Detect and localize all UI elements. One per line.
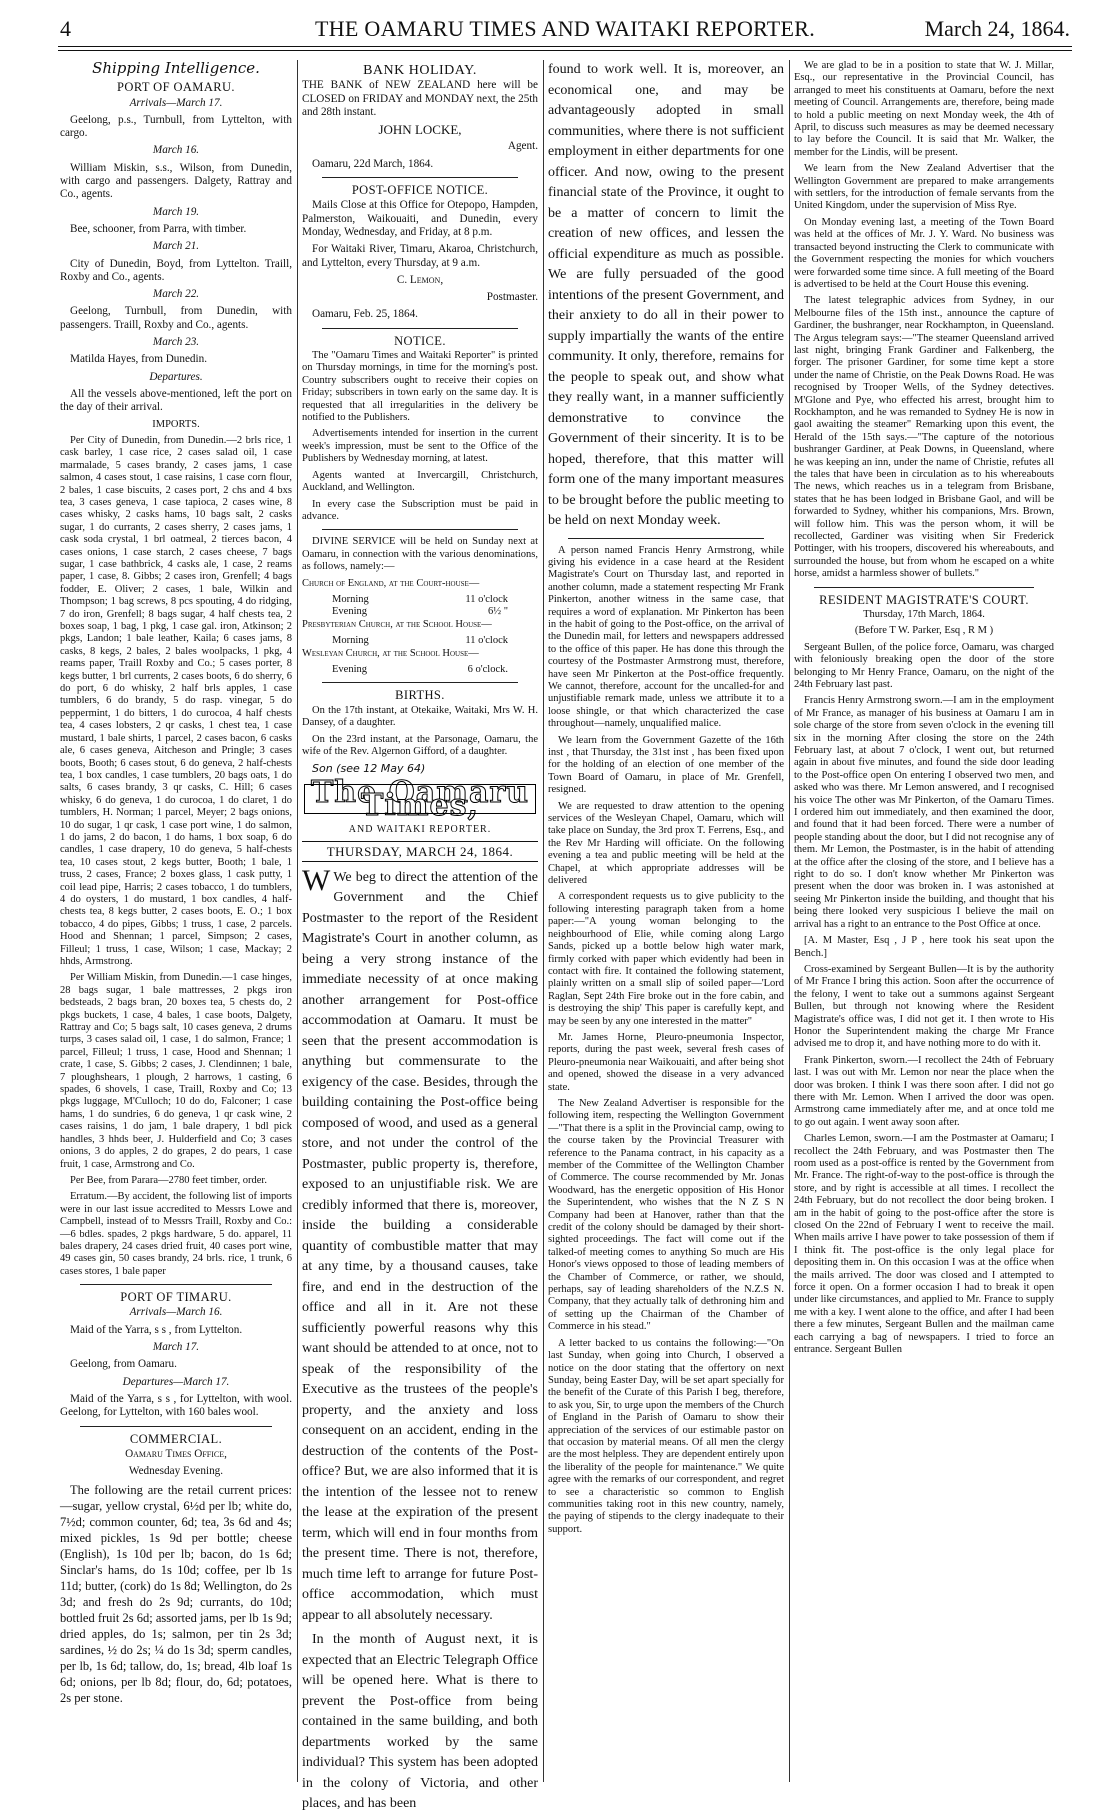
imports-william-miskin: Per William Miskin, from Dunedin.—1 case hinges, 28 bags sugar, 1 bale mattresses, 2 pkgs iron bedsteads, 2 bags bran, 20 boxes tea, 5 chests do, 2 pkgs buckets, 1 case, 4 bales, 1 case boots, Dalgety, Rattray and Co; 5 bags salt, 10 cases geneva, 2 drums turps, 3 cases salad oil, 1 case, 1 do salmon, France; 1 parcel, Filleul; 1 truss, 1 case, Hood and Shennan; 1 crate, 1 case, S. Gibbs; 2 cases, J. Clendinnen; 1 bale, 7 ploughshears, 1 plough, 2 harrows, 1 casting, 6 spades, 6 shovels, 1 case, Traill, Roxby and Co; 13 pkgs luggage, M'Culloch; 10 do do, Falconer; 1 case hams, 1 do sundries, 6 do geneva, 1 qr cask wine, 2 cases raisins, 1 do jam, 1 bale drapery, 1 bdl pick handles, 3 hhds beer, J. Hulderfield and Co; 3 cases onions, 3 do apples, 2 do grapes, 2 do pears, 1 case fruit, 1 case, Armstrong and Co. [60,972,292,1170]
column-divider [543,60,544,1782]
arrivals-label: Arrivals—March 17. [129,96,223,109]
header-rule-bottom [58,50,1072,51]
evening-label: Evening [332,663,367,675]
departure-entry: All the vessels above-mentioned, left the port on the day of their arrival. [60,387,292,414]
arrival-entry: Matilda Hayes, from Dunedin. [70,353,208,366]
news-item: A person named Francis Henry Armstrong, while giving his evidence in a case heard at the Resident Magistrate's Court on Thursday last, and reported in another column, made a statement respecting Mr Frank Pinkerton, another witness in the same case, that requires a word of explanation. Mr Pinkerton has been in the habit of going to the Post-office, on the arrival of the Dunedin mail, for letters and newspapers addressed to the office of this paper. He has done this through the courtesy of the Postmaster Armstrong must, therefore, have seen Mr Pinkerton at the Post-office frequently. We cannot, therefore, account for the uncalled-for and unjustifiable remark made, unless we attribute it to a loose shingle, or that which characterized the case throughout—namely, unqualified malice. [548,544,784,730]
heading-notice: NOTICE. [394,333,446,348]
news-item: The New Zealand Advertiser is responsible for the following item, respecting the Wellington Government —"That there is a split in the Provincial camp, owing to the course taken by the Provincial Treasurer with reference to the Panama contract, in his capacity as a member of the Committee of the Wellington Chamber of Commerce. The course recommended by Mr. Jonas Woodward, has the energetic opposition of His Honor the Superintendent, who wishes that the N Z S N Company had been at Hanover, rather than that the credit of the colony should be damaged by their short-sighted proceedings. The fact will come out if the talked-of meeting comes to anything So much are His Honor's views opposed to those of leading members of the Chamber of Commerce, or rather, we should, perhaps, say of leading shareholders of the N.Z.S N. Company, that they actually talk of dethroning him and of setting up the Chairman of the Chamber of Commerce in his stead." [548,1097,784,1333]
date-label: March 19. [152,205,200,218]
court-report: Charles Lemon, sworn.—I am the Postmaster at Oamaru; I recollect the 24th February, and was Postmaster then The room used as a post-office is rented by the Government from Mr. France. The right-of-way to the post-office is through the store, and by right is accessible at all times. I recollect the 24th February, but do not recollect the door being broken. I am in the habit of going to the post-office after the store is closed On the 22nd of February I went to receive the mail. When mails arrive I have power to take possession of them if I think fit. The post-office is the only legal place for depositing them in. On this occasion I was at the office when the mails arrived. The door was closed and I attempted to force it open. On a former occasion I had to break it open under like circumstances, and applied to Mr. France to supply me with a key. I went alone to the office, and after I had been there a few minutes, Sergeant Bullen and the mailman came each carrying a bag of newspapers. I tried to force an entrance. Sergeant Bullen [794,1133,1054,1356]
divider [322,328,518,329]
news-item: Mr. James Horne, Pleuro-pneumonia Inspector, reports, during the past week, several fresh cases of Pleuro-pneumonia near Waikouaiti, and after being shot and opened, showed the disease in a very advanced state. [548,1031,784,1093]
divider [80,1426,272,1427]
date-label: March 21. [152,240,200,253]
news-item: We learn from the Government Gazette of the 16th inst , that Thursday, the 31st inst , has been fixed upon for the holding of an election of one member of the Town Board of Oamaru, in place of Mr. Grenfell, resigned. [548,734,784,796]
arrival-entry: Geelong, p.s., Turnbull, from Lyttelton, with cargo. [60,113,292,140]
commercial-prices: The following are the retail current prices:—sugar, yellow crystal, 6½d per lb; white do, 7½d; common counter, 6d; tea, 3s 6d and 4s; mixed pickles, 1s 9d per bottle; cheese (English), 1s 10d per lb; bacon, do 1s 6d; Sinclar's hams, do 1s 10d; coffee, per lb 1s 11d; butter, (cork) do 1s 8d; Wellington, do 2s 3d; and fresh do 2s 9d; currants, do 10d; bottled fruit 2s 6d; assorted jams, per lb 1s 9d; dried apples, do 1s; salmon, per tin 2s 3d; sardines, ½ do 2s; ¼ do 1s 3d; sperm candles, per lb, 1s 6d; tallow, do, 1s; bread, 4lb loaf 1s 6d; onions, per lb 8d; flour, do, 6d; potatoes, 2s per stone. [60,1483,292,1706]
issue-date: March 24, 1864. [924,16,1070,41]
divider [814,587,1034,588]
header-rule-top [58,46,1072,47]
court-before: (Before T W. Parker, Esq , R M ) [854,625,994,637]
date-label: March 23. [152,336,200,349]
service-time: 11 o'clock [465,593,508,605]
divider [322,682,518,683]
notice-body: In every case the Subscription must be paid in advance. [302,498,538,522]
masthead-logo: The Oamaru Times, [302,782,538,817]
bank-holiday-body: THE BANK of NEW ZEALAND here will be CLOSED on FRIDAY and MONDAY next, the 25th and 28th instant. [302,79,538,118]
imports-label: IMPORTS. [152,418,200,430]
service-time: 11 o'clock [465,635,508,647]
court-report: Sergeant Bullen, of the police force, Oamaru, was charged with feloniously breaking open the door of the store belonging to Mr Henry France, Oamaru, on the night of the 24th February last past. [794,641,1054,690]
church-wesleyan: Wesleyan Church, at the School House— [302,647,479,659]
handwritten-annotation: Son (see 12 May 64) [312,762,426,776]
editorial-body [302,863,538,1627]
column-local-news [548,60,784,1782]
departure-entry: Maid of the Yarra, s s , for Lyttelton, with wool. Geelong, for Lyttelton, with 160 bales wool. [60,1392,292,1419]
post-office-signer: C. Lemon, [396,273,444,286]
bank-holiday-signer: JOHN LOCKE, [378,122,462,138]
service-time: 6 o'clock. [467,663,508,675]
date-label: March 16. [152,144,200,157]
service-time-row [302,594,538,606]
masthead [302,774,538,837]
church-presbyterian: Presbyterian Church, at the School House— [302,618,492,630]
notice-body: Advertisements intended for insertion in the current week's impression, must be sent to the Office of the Publishers by Wednesday morning, at latest. [302,428,538,465]
service-time: 6½ " [487,606,508,618]
column-divider [297,60,298,1782]
service-time-row [302,664,538,676]
column-news-court [794,60,1054,1782]
arrival-entry: William Miskin, s.s., Wilson, from Dunedin, with cargo and passengers. Dalgety, Rattray and Co., agents. [60,161,292,201]
heading-port-oamaru: PORT OF OAMARU. [117,80,235,95]
divine-service-body: DIVINE SERVICE will be held on Sunday next at Oamaru, in connection with the various denominations, as follows, namely:— [302,536,538,573]
arrival-entry: Maid of the Yarra, s s , from Lyttelton. [70,1323,243,1336]
imports-bee: Per Bee, from Parara—2780 feet timber, order. [70,1174,267,1186]
editorial-body: In the month of August next, it is expected that an Electric Telegraph Office will be opened here. What is there to prevent the Post-office from being contained in the same building, and both departments worked by the same individual? This system has been adopted in the colony of Victoria, and other places, and has been [302,1632,538,1812]
news-item: We are requested to draw attention to the opening services of the Wesleyan Chapel, Oamaru, which will take place on Sunday, the 3rd prox T. Ferrens, Esq., and the Rev Mr Harding will officiate. On the following evening a tea and public meeting will be held at the Chapel, at which appropriate addresses will be delivered [548,800,784,887]
commercial-office: Oamaru Times Office, [125,1447,227,1460]
court-report: Francis Henry Armstrong sworn.—I am in the employment of Mr France, as manager of his business at Oamaru I am in sole charge of the store from seven o'clock in the evening till six in the morning After closing the store on the 24th February last, at about 7 o'clock, I went out, but returned again in about five minutes, and found the side door leading to the Post-office open On entering I observed two men, and asked who was there. Mr Lemon answered, and I recognised his voice The other was Mr Pinkerton, of the Oamaru Times. I ordered him out immediately, and then examined the door, and found that it had been forced. There were a number of people standing about the door, but I did not recognise any of them. Mr Lemon, the Postmaster, is in the habit of attending at the office after the closing of the store, and I believe has a right to do so. I don't know whether Mr Pinkerton was present when the door was broken in. I was astonished at seeing Mr Pinkerton inside the building, and thought that his being there looked very suspicious I believe the mail on arrival has a right to an entrance to the Post Office at once. [794,695,1054,930]
birth-notice: On the 23rd instant, at the Parsonage, Oamaru, the wife of the Rev. Algernon Gifford, of a daughter. [302,733,538,757]
heading-port-timaru: PORT OF TIMARU. [120,1290,232,1305]
arrival-entry: Bee, schooner, from Parra, with timber. [70,222,247,235]
heading-commercial: COMMERCIAL. [129,1431,223,1446]
service-time-row [302,606,538,618]
date-label: March 17. [152,1341,200,1354]
page-header [60,16,1070,42]
court-report: Cross-examined by Sergeant Bullen—It is by the authority of Mr France I bring this action. Soon after the occurrence of the felony, I went to take out a summons against Sergeant Bullen, but through not knowing where the Resident Magistrate's office was, I did not get it. I then wrote to His Honor the Superintendent making the charge Mr France advised me to drop it, and have nothing more to do with it. [794,963,1054,1050]
heading-bank-holiday: BANK HOLIDAY. [363,63,477,78]
notice-body: The "Oamaru Times and Waitaki Reporter" is printed on Thursday mornings, in time for the morning's post. Country subscribers ought to receive their copies on Friday; subscribers in town early on the same day. It is requested that all irregularities in the delivery be notified to the Publishers. [302,350,538,424]
divider [80,1284,272,1285]
divider [322,529,518,530]
news-item: On Monday evening last, a meeting of the Town Board was held at the offices of Mr. J. Y. Ward. No business was transacted beyond instructing the Clerk to communicate with the Government respecting the monies for which vouchers were forwarded some time since. A full meeting of the Board is advertised to be held at the Court House this evening. [794,216,1054,290]
departures-label: Departures. [149,370,203,383]
newspaper-title: THE OAMARU TIMES AND WAITAKI REPORTER. [314,16,816,41]
evening-label: Evening [332,606,367,618]
news-item: A correspondent requests us to give publicity to the following interesting paragraph taken from a home paper:—"A young woman belonging to the neighbourhood of Elie, while coming along Largo Sands, picked up a bottle below high water mark, firmly corked with paper which evidently had been in contact with fire. It contained the following statement, plainly written on a small slip of soiled paper—'Lord Raglan, Sept 24th Fire broke out in the fore cabin, and is destroying the ship' This paper is carefully kept, and may be seen by any one interested in the matter" [548,891,784,1027]
editorial-text: We beg to direct the attention of the Government and the Chief Postmaster to the report of the Resident Magistrate's Court in another column, as being a very strong instance of the immediate necessity of at once making another arrangement for Post-office accommodation at Oamaru. It must be seen that the present accommodation is anything but commensurate to the exigency of the case. Besides, through the building containing the Post-office being composed of wood, and used as a general store, and not under the control of the Postmaster, public property is, therefore, exposed to an unjustifiable risk. We are credibly informed that there is, moreover, inside the building a considerable quantity of combustible matter that may at any time, by a thousand causes, take fire, and end in the destruction of the office and all in it. Are not these sufficiently powerful reasons why this want should be attended to at once, not to speak of the responsibility of the Executive as the trustees of the people's property, and the anxiety and loss consequent on an accident, ending in the destruction of the contents of the Post-office? But, we are also informed that it is the intention of the lessee not to renew the lease at the expiration of the present term, which will end in four months from the present time. There is not, therefore, much time left to arrange for future Post-office accommodation, which must appear to all absolutely necessary. [302,869,538,1623]
post-office-body: Mails Close at this Office for Otepopo, Hampden, Palmerston, Waikouaiti, and Dunedin, every Monday, Wednesday, and Friday, at 8 p.m. [302,199,538,238]
post-office-date: Oamaru, Feb. 25, 1864. [312,308,418,321]
arrival-entry: Geelong, from Oamaru. [70,1358,177,1371]
morning-label: Morning [332,635,369,647]
drop-cap: W [302,863,331,897]
post-office-role: Postmaster. [486,291,538,304]
imports-city-of-dunedin: Per City of Dunedin, from Dunedin.—2 brls rice, 1 cask barley, 1 case rice, 2 cases salad oil, 1 case marmalade, 5 cases brandy, 2 cases jams, 1 case salmon, 4 cases stout, 1 case raisins, 1 case corn flour, 2 bales, 1 case biscuits, 2 cases port, 2 chs and 4 bxs tea, 3 cases geneva, 1 case tapioca, 2 cases wine, 8 cases whisky, 2 casks hams, 10 bags salt, 2 casks sugar, 1 do currants, 2 cases sherry, 2 cases jams, 1 cask soda crystal, 1 brl oatmeal, 2 tierces bacon, 4 cases onions, 1 case starch, 2 cases cheese, 7 bags sugar, 1 case bathbrick, 4 casks ale, 1 case, 2 reams paper, 1 case, 8. Gibbs; 2 cases iron, Grenfell; 4 bags fodder, E. Oliver; 2 cases, 1 bale, Wilkin and Thompson; 1 bag screws, 8 pcs spouting, 4 do ridging, 7 do iron, Grenfell; 8 bags sugar, 4 half chests tea, 2 boxes soap, 1 bag, 1 pkg, 1 case gal. iron, Atkinson; 2 pkgs, Landon; 1 bale leather, Kaila; 6 cases jams, 8 casks, 8 kegs, 2 bales, 2 bales woolpacks, 1 pkg, 4 reams paper, Traill Roxby and Co.; 5 cases porter, 8 kegs butter, 1 brl currents, 2 cases boots, 6 do sherry, 6 do port, 6 do whisky, 2 half brls apples, 1 case tumblers, 6 do brandy, 5 do rasp. vinegar, 5 do peppermint, 1 do bitters, 1 do curocoa, 4 half chests tea, 4 cases lobsters, 2 qr casks, 1 chest tea, 1 case mustard, 1 bale shirts, 1 parcel, 2 cases bacon, 6 casks ale, 6 cases geneva, Aitcheson and Pringle; 3 cases boots, Booth; 6 cases stout, 6 do geneva, 2 half-chests tea, 1 box candles, 1 case tumblers, 20 bags oats, 1 do salts, 6 cases brandy, 3 qr casks, C. Hill; 6 cases whisky, 6 do geneva, 1 do curocoa, 1 do claret, 1 do tumblers, H. Norman; 1 parcel, Meyer; 2 bags onions, 10 do sugar, 1 qr cask, 1 case port wine, 1 do salmon, 1 do jams, 2 do bacon, 1 do hams, 1 box soap, 6 do candles, 1 case drapery, 10 do geneva, 5 half-chests tea, 10 cases stout, 2 kegs butter, Booth; 1 bale, 1 truss, 2 cases, France; 2 boxes glass, 1 cask putty, 1 coil lead pipe, Harris; 2 cases tobacco, 1 do tumblers, 4 do oysters, 1 do mustard, 1 box candles, 4 half-chests tea, 8 kegs butter, 2 cases boots, E. O.; 1 box tobacco, 4 do pipes, Gibbs; 1 truss, 1 case, 2 parcels. Hood and Shennan; 1 parcel, Simpson; 2 cases, Filleul; 1 truss, 1 case, Wilson; 1 case, Mackay; 2 hhds, Armstrong. [60,434,292,967]
section-title-shipping: Shipping Intelligence. [92,59,260,77]
bank-holiday-role: Agent. [507,140,538,153]
news-item: A letter backed to us contains the following:—"On last Sunday, when going into Church, I observed a notice on the door stating that the offertory on next Sunday, being Easter Day, will be set apart specially for the benefit of the Curate of this Parish I beg, therefore, to ask you, Sir, to urge upon the members of the Church of England in the Parish of Oamaru to show their appreciation of the services of our estimable pastor on that occasion by material means. Of all men the clergy are the most helpless. They are dependent entirely upon the liberality of the people for maintenance." We quite agree with the remarks of our correspondent, and regret to see a characteristic so common to English communities taking root in this new country, namely, the paying of stipends to the clergy inadequate to their support. [548,1337,784,1535]
church-england: Church of England, at the Court-house— [302,577,480,589]
commercial-evening: Wednesday Evening. [128,1465,224,1478]
heading-births: BIRTHS. [395,688,445,703]
bank-holiday-date: Oamaru, 22d March, 1864. [312,157,434,170]
erratum: Erratum.—By accident, the following list of imports were in our last issue accredited to Messrs Lowe and Campbell, instead of to Messrs Traill, Roxby and Co.:—6 bdles. spades, 2 pkgs hardware, 5 do. apparel, 11 bales drapery, 24 cases dried fruit, 40 cases port wine, 49 cases gin, 50 cases brandy, 24 brls. rice, 1 trunk, 6 cases stores, 1 bale paper [60,1191,292,1277]
departures-label: Departures—March 17. [122,1375,230,1388]
issue-dateline: THURSDAY, MARCH 24, 1864. [302,841,538,862]
arrival-entry: City of Dunedin, Boyd, from Lyttelton. Traill, Roxby and Co., agents. [60,257,292,283]
arrivals-label: Arrivals—March 16. [129,1306,223,1319]
court-date: Thursday, 17th March, 1864. [863,608,985,620]
post-office-body: For Waitaki River, Timaru, Akaroa, Christchurch, and Lyttelton, every Thursday, at 9 a.m. [302,243,538,269]
column-shipping [60,60,292,1782]
court-report: [A. M Master, Esq , J P , here took his seat upon the Bench.] [794,935,1054,959]
column-notices [302,60,538,1812]
editorial-continuation: found to work well. It is, moreover, an economical one, and may be advantageously adopted in small communities, where there is not sufficient employment in either departments for one officer. And now, owing to the present financial state of the Province, it ought to be a matter of concern to limit the creation of new offices, and lessen the official expenditure as much as possible. We are fully persuaded of the good intentions of the present Government, and their anxiety to do all in their power to supply impartially the wants of the entire community. It only, therefore, remains for the people to speak out, and show what they really want, in a manner sufficiently demonstrative to convince the Government of their sincerity. It is to be hoped, therefore, that this matter will form one of the many important measures to be brought before the public meeting to be held on next Monday week. [548,62,784,528]
masthead-subtitle: AND WAITAKI REPORTER. [348,824,492,836]
heading-post-office-notice: POST-OFFICE NOTICE. [351,183,489,198]
column-divider [789,60,790,1782]
news-item: We learn from the New Zealand Advertiser that the Wellington Government are prepared to make arrangements with settlers, for the introduction of female servants from the United Kingdom, under the supervision of Miss Rye. [794,163,1054,212]
birth-notice: On the 17th instant, at Otekaike, Waitaki, Mrs W. H. Dansey, of a daughter. [302,704,538,729]
date-label: March 22. [152,288,200,301]
divider [322,177,518,178]
notice-body: Agents wanted at Invercargill, Christchurch, Auckland, and Wellington. [302,469,538,494]
news-item: We are glad to be in a position to state that W. J. Millar, Esq., our representative in the Provincial Council, has arranged to meet his constituents at Oamaru, before the next meeting of Council. Arrangements are, therefore, being made to hold a public meeting on next Monday week, the 4th of April, to discuss such measures as may be deemed necessary to lay before the Council. It is said that Mr. Walker, the member for the Lindis, will be present. [794,60,1054,158]
news-item: The latest telegraphic advices from Sydney, in our Melbourne files of the 15th inst., announce the capture of Gardiner, the bushranger, near Rockhampton, in Queensland. The Argus telegram says:—"The steamer Queensland arrived last night, bringing Frank Gardiner and Falkenberg, the forger. The prisoner Gardiner, for some time kept a store under the name of Christie, on the Peak Downs Road. He was recognised by Trooper Wells, of the Sydney detectives. M'Glone and Pye, who effected his arrest, brought him to Rockhampton, and he was remanded to Sydney He is now in gaol awaiting the steamer" Remarking upon this event, the Herald of the 15th says.—"The capture of the notorious bushranger Gardiner, at Peak Downs, in Queensland, where he was keeping an inn, under the name of Christie, refutes all the tales that have been in circulation as to his whereabouts The news, which reaches us in a telegram from Brisbane, states that he has been lodged in Brisbane Gaol, and will be forwarded to Sydney, whither his companions, Mrs. Brown, will follow him. This was the person whom, it will be recollected, Gardiner was visiting when Sir Frederick Pottinger, with his troopers, discovered his whereabouts, and surrounded the house, but from whom he escaped on a white horse, amidst a harmless shower of bullets." [794,295,1054,580]
page-number: 4 [60,16,71,41]
heading-resident-magistrates-court: RESIDENT MAGISTRATE'S COURT. [819,592,1029,607]
service-time-row [302,635,538,647]
morning-label: Morning [332,593,369,605]
arrival-entry: Geelong, Turnbull, from Dunedin, with passengers. Traill, Roxby and Co., agents. [60,305,292,331]
court-report: Frank Pinkerton, sworn.—I recollect the 24th of February last. I was out with Mr. Lemon nor near the place when the door was broken. I think I was there soon after. I did not go there with Mr. Lemon. When I arrived the door was open. Armstrong came immediately after me, and at once told me to go out again. I went away soon after. [794,1054,1054,1128]
divider [568,538,764,539]
